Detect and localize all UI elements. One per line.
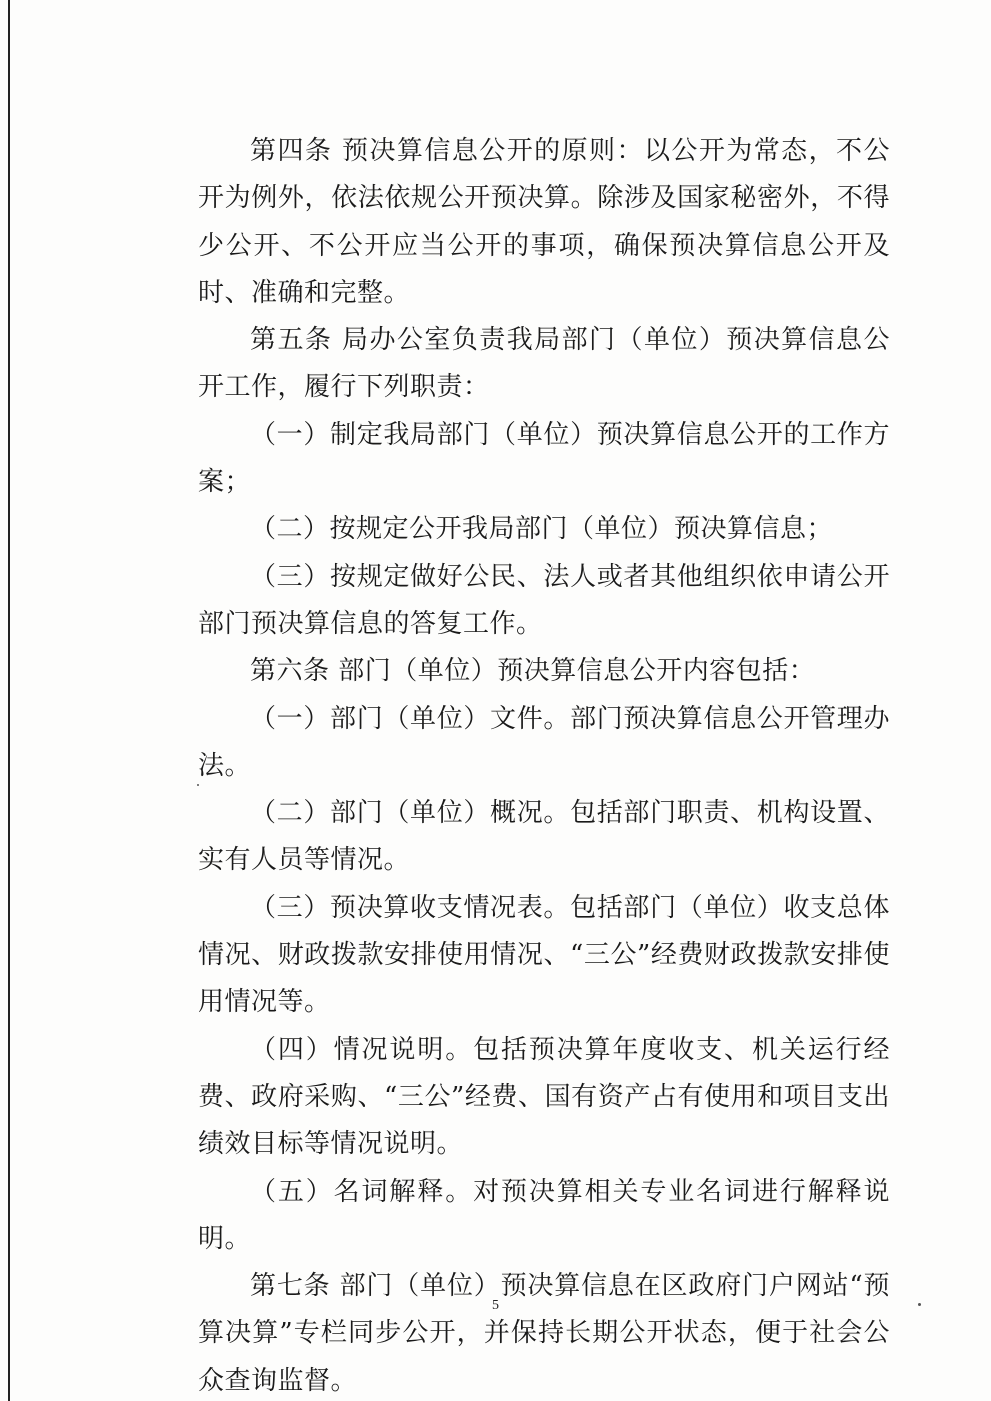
article-6-item-2: （二）部门（单位）概况。包括部门职责、机构设置、实有人员等情况。 — [198, 798, 890, 876]
article-5-paragraph: 第五条 局办公室负责我局部门（单位）预决算信息公开工作，履行下列职责： — [198, 325, 890, 403]
article-7-paragraph: 第七条 部门（单位）预决算信息在区政府门户网站“预算决算”专栏同步公开，并保持长期公开状态，便于社会公众查询监督。 — [198, 1271, 890, 1396]
article-5-item-1: （一）制定我局部门（单位）预决算信息公开的工作方案； — [198, 419, 890, 498]
article-6-item-5: （五）名词解释。对预决算相关专业名词进行解释说明。 — [198, 1176, 890, 1254]
article-6-item-4: （四）情况说明。包括预决算年度收支、机关运行经费、政府采购、“三公”经费、国有资产占有使用和项目支出绩效目标等情况说明。 — [198, 1034, 890, 1160]
scan-edge-line — [8, 0, 10, 1401]
scan-speck — [197, 784, 199, 786]
article-6-item-3: （三）预决算收支情况表。包括部门（单位）收支总体情况、财政拨款安排使用情况、“三公”经费财政拨款安排使用情况等。 — [198, 892, 890, 1018]
document-body — [198, 128, 890, 1401]
article-5-item-3: （三）按规定做好公民、法人或者其他组织依申请公开部门预决算信息的答复工作。 — [198, 561, 890, 639]
article-4-paragraph: 第四条 预决算信息公开的原则：以公开为常态，不公开为例外，依法依规公开预决算。除涉及国家秘密外，不得少公开、不公开应当公开的事项，确保预决算信息公开及时、准确和完整。 — [198, 136, 890, 308]
article-6-item-1: （一）部门（单位）文件。部门预决算信息公开管理办法。 — [198, 703, 890, 781]
article-6-paragraph: 第六条 部门（单位）预决算信息公开内容包括： — [250, 656, 816, 687]
article-5-item-2: （二）按规定公开我局部门（单位）预决算信息； — [250, 514, 834, 545]
scan-speck — [918, 1303, 921, 1306]
page-number: 5 — [492, 1298, 499, 1313]
